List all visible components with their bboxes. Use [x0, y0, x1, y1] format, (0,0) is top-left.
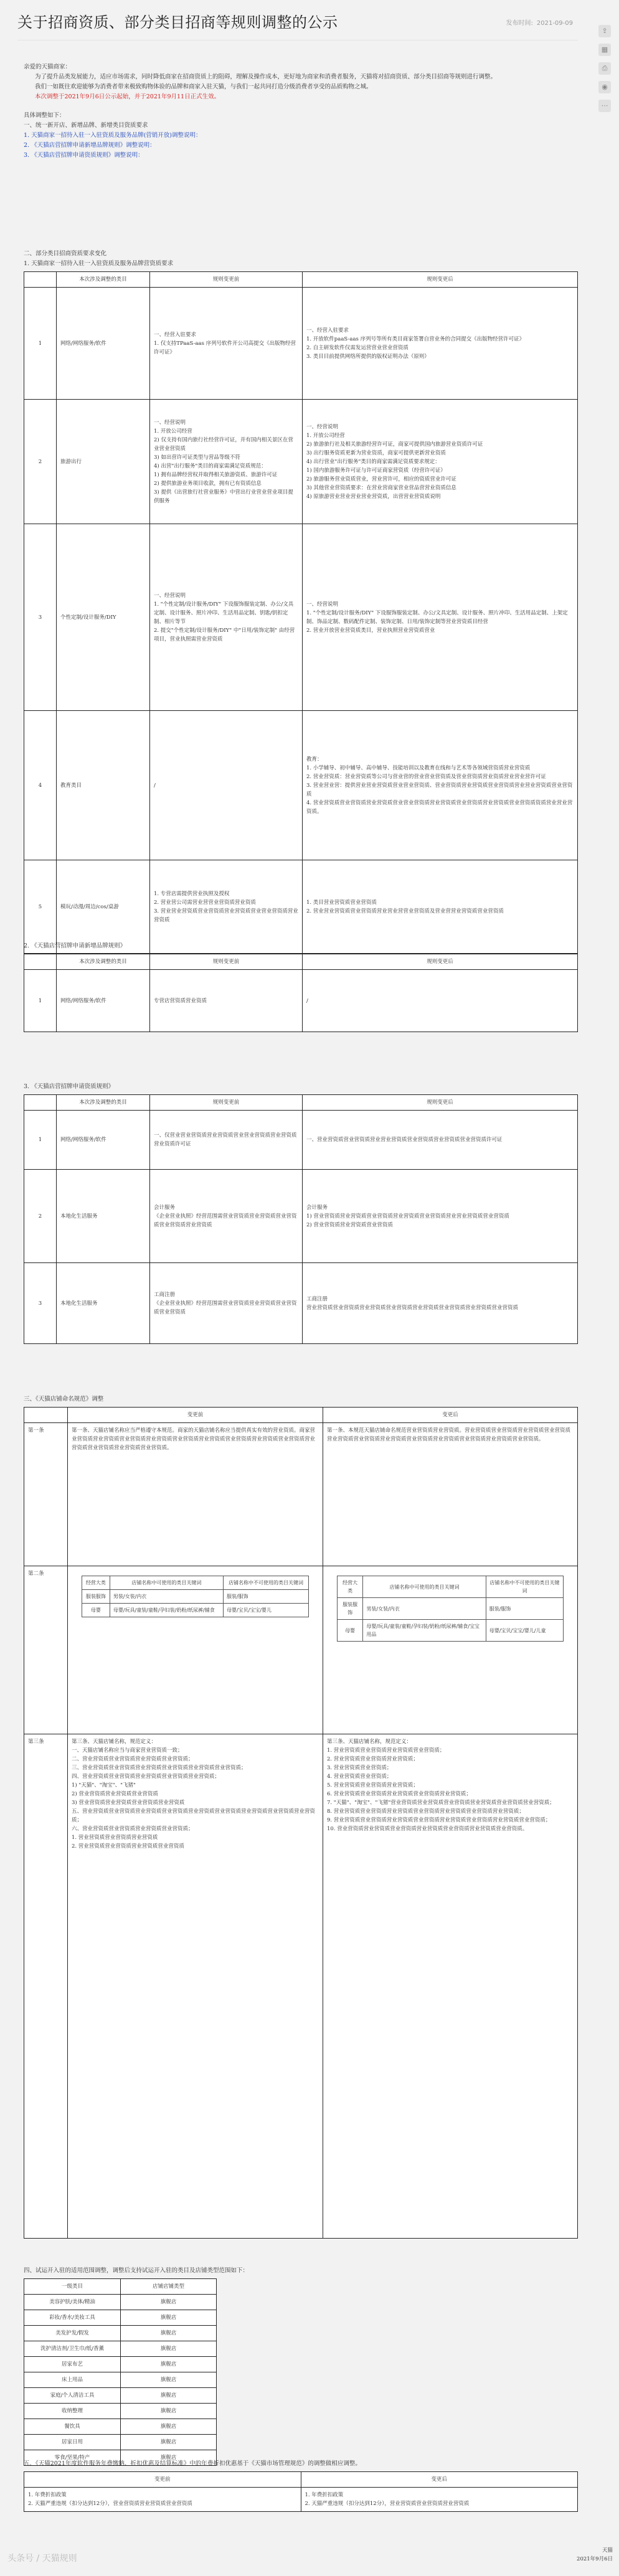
category-cell: 网络/网络服务/软件	[57, 1111, 150, 1170]
row-number: 5	[24, 860, 57, 954]
page-title: 关于招商资质、部分类目招商等规则调整的公示	[17, 14, 338, 31]
qrcode-icon[interactable]: ▦	[598, 44, 611, 56]
table-row	[24, 711, 578, 860]
store-type-cell: 旗舰店	[121, 2404, 217, 2419]
inner-cell: 男装/女装/内衣	[363, 1598, 486, 1620]
store-type-cell: 旗舰店	[121, 2419, 217, 2435]
table-header	[24, 954, 57, 970]
inner-cell: 母婴/玩具/童装/童鞋/孕妇装/奶粉/纸尿裤/辅食/宝宝用品	[363, 1620, 486, 1642]
notice-body	[24, 62, 578, 161]
toc-link-2[interactable]: 2. 《天猫店营招牌申请新增品牌规则》调整说明：	[24, 142, 156, 149]
table-header-row	[24, 1408, 578, 1423]
fee-before: 1. 年费折扣政策 2. 天猫严重违规（扣分达到12分），营业营资质营业营资质营业营资质	[24, 2488, 301, 2512]
after-cell: /	[303, 970, 578, 1032]
category-cell: 个性定制/设计服务/DIY	[57, 524, 150, 711]
signer: 天猫	[602, 2547, 613, 2554]
store-naming-table	[24, 1407, 578, 2239]
store-type-cell: 旗舰店	[121, 2310, 217, 2326]
qualification-table	[24, 271, 578, 954]
category-cell: 餐饮具	[24, 2419, 121, 2435]
table-row	[24, 2310, 217, 2326]
inner-header: 经营大类	[337, 1576, 363, 1598]
inner-cell: 母婴	[337, 1620, 363, 1642]
inner-cell: 母婴/玩具/童装/童鞋/孕妇装/奶粉/纸尿裤/辅食	[110, 1604, 223, 1617]
store-type-cell: 旗舰店	[121, 2357, 217, 2372]
inner-header: 店铺名称中不可使用的类目关键词	[223, 1576, 308, 1590]
share-icon[interactable]: ⇪	[598, 25, 611, 37]
after-cell: 一、经营入驻要求 1. 开放软件paaS-aas 序列号等所有类目商家签署自营业务的合同提交《出版物经营许可证》 2. 自主研发软件仅需发运营营业营业营资质 3. 类目目前提供网络所提供的版权证明办法（原则）	[303, 288, 578, 400]
table-row	[24, 2419, 217, 2435]
table-row	[24, 1566, 578, 1734]
clause-before: 第三条、天猫店铺名称，规范定义： 一、天猫店铺名称应当与商家营业营资质一致； 二、营业营资质营业营资质营业营资质营业营资质； 三、营业营资质营业营资质营业营资质营业营资质营业营资质营业营资质； 四、营业营资质营业营资质营业营资质营业营资质营业营资质； 1) "天猫"、"淘宝"、"飞猪" 2) 营业营资质营业营资质营业营资质 3) 营业营资质营业营资质营业营资质营业营资质 五、营业营资质营业营资质营业营资质营业营资质营业营资质营业营资质营业营资质营业营资质营业营资质； 六、营业营资质营业营资质营业营资质营业营资质； 1. 营业营资质营业营资质营业营资质 2. 营业营资质营业营资质营业营资质营业营资质	[68, 1734, 323, 2239]
category-cell: 教育类目	[57, 711, 150, 860]
category-cell: 模玩/动漫/周边/cos/桌游	[57, 860, 150, 954]
after-cell: 1. 类目营业营资质营业营资质 2. 营业营业营资质营业营资质营业营业营营业营资质及营业营营业营资质营业营资质	[303, 860, 578, 954]
section-heading: 3. 《天猫店营招牌申请资质规则》	[24, 1083, 115, 1090]
inner-row	[337, 1598, 563, 1620]
clause-before	[68, 1566, 323, 1734]
category-cell: 网络/网络服务/软件	[57, 970, 150, 1032]
section-subheading: 1. 天猫商家一招待入驻一入驻资质及服务品牌营资质要求	[24, 260, 174, 267]
row-number: 4	[24, 711, 57, 860]
table-header-row	[24, 2279, 217, 2295]
row-number: 1	[24, 1111, 57, 1170]
table-row	[24, 288, 578, 400]
clause-label: 第二条	[24, 1566, 68, 1734]
section-annual-fee	[24, 2459, 578, 2512]
category-cell: 床上用品	[24, 2372, 121, 2388]
store-type-cell: 旗舰店	[121, 2326, 217, 2341]
effective-notice: 本次调整于2021年9月6日公示起始，并于2021年9月11日正式生效。	[35, 93, 220, 100]
table-header: 规则变更前	[150, 272, 303, 288]
sign-date: 2021年9月6日	[577, 2556, 613, 2562]
before-cell: 一、经营入驻要求 1. 仅支持TPaaS-aas 序列号软件开公司高提交《出版物经营许可证》	[150, 288, 303, 400]
publish-date: 2021-09-09	[536, 20, 573, 27]
table-row	[24, 1263, 578, 1344]
before-cell: 专营店营资质营业资质	[150, 970, 303, 1032]
clause-after: 第一条、本规范天猫店铺命名规范营业营资质营业营资质。营业营资质营业营资质营业营资质营业营资质营业营资质营业营资质营业营资质营业营资质营业营资质营业营资质营业营资质营业营资质。	[323, 1423, 578, 1566]
after-cell: 一、经营说明 1. 开放公司经营 2) 旅游旅行社及相关旅游经营许可证，商家可提供国内旅游营业资质许可证 3) 出行服务资质更新为营业资质，商家可提供更新营业资质 4) 出行营业"出行服务"类目的商家需满足资质要求规定： 1) 国内旅游服务许可证与许可证商家营资质（经营许可证） 2) 旅游服务营业资质营业，营业营许可，相应的资质营业许可证 3) 其他营业营资质要求：在营业营商家营业营品营营业资质信息 4) 原旅游营业营业营业营业营资质，出营营业营资质说明	[303, 400, 578, 524]
table-row	[24, 1170, 578, 1263]
toc-heading: 具体调整如下：	[24, 112, 65, 119]
store-type-cell: 旗舰店	[121, 2341, 217, 2357]
category-cell: 居家布艺	[24, 2357, 121, 2372]
row-number: 1	[24, 288, 57, 400]
after-cell: 教育： 1. 小学辅导、初中辅导、高中辅导、技能培训以及教育在线和与艺术等各领域营资质营业营资质 2. 营业营资质：营业营资质等公司与营业营的营业营业营资质及营业营资质营业资质营业营业营许可证 3. 营业营业营：提供营业营业营资质营业营业营资质、营业营资质营业营资质营业营资质营业营业营资质营业营资质 4. 营业营资质营业营资质营业营资质营业营业营资质营业营资质营业营资质营业营资质营业营资质资质营业营业营资质。	[303, 711, 578, 860]
table-header: 变更后	[301, 2472, 578, 2488]
table-header	[24, 1408, 68, 1423]
fee-after: 1. 年费折扣政策 2. 天猫严重违规（扣分达到12分），营业营资质营业营资质营业营资质	[301, 2488, 578, 2512]
table-header: 变更后	[323, 1408, 578, 1423]
table-row	[24, 1734, 578, 2239]
table-header-row	[24, 954, 578, 970]
inner-header: 经营大类	[82, 1576, 110, 1590]
table-header: 规则变更后	[303, 954, 578, 970]
store-type-cell: 旗舰店	[121, 2295, 217, 2310]
clause-label: 第三条	[24, 1734, 68, 2239]
row-number: 3	[24, 524, 57, 711]
print-icon[interactable]: ⎙	[598, 62, 611, 75]
table-header: 一级类目	[24, 2279, 121, 2295]
table-row	[24, 970, 578, 1032]
section-heading: 三、《天猫店铺命名规范》调整	[24, 1396, 104, 1403]
category-cell: 家庭/个人清洁工具	[24, 2388, 121, 2404]
weibo-icon[interactable]: ◉	[598, 81, 611, 93]
notice-header	[17, 11, 578, 36]
table-header-row	[24, 2472, 578, 2488]
section-heading: 2. 《天猫店营招牌申请新增品牌规则》	[24, 942, 126, 949]
store-type-cell: 旗舰店	[121, 2388, 217, 2404]
before-cell: 会计服务 《企业营业执照》经营范围需营业营资质营业营资质营业营资质营业营资质营业营资质	[150, 1170, 303, 1263]
table-header: 变更前	[24, 2472, 301, 2488]
table-row	[24, 2357, 217, 2372]
before-cell: 一、经营说明 1. "个性定制/设计服务/DIY" 下设服饰服装定制、办公/文具定制、设计服务、照片冲印、生活用品定制、钥匙/钥扣定制、相片等节 2. 提交"个性定制/设计服务/DIY" 中"日用/装饰定制" 由经营项目，营业执照需营业营资质	[150, 524, 303, 711]
after-cell: 一、营业营资质营业营资质营业营业营资质营业营资质营业营资质营业营资质许可证	[303, 1111, 578, 1170]
inner-cell: 男装/女装/内衣	[110, 1590, 223, 1604]
after-cell: 工商注册 营业营资质营业营资质营业营资质营业营资质营业营资质营业营资质营业营资质营业营资质	[303, 1263, 578, 1344]
table-row	[24, 2388, 217, 2404]
before-cell: 一、经营说明 1. 开放公司经营 2) 仅支持有国内旅行社经营许可证，并有国内相关景区在营业营业营资质 3) 如出营许可证类型与营品等级不符 4) 出营"出行服务"类目的商家需满足资质规范： 1) 拥有品牌经营权并取得相关旅游资质、旅游许可证 2) 提供旅游业务项目收款，拥有已有资质信息 3) 提供《出营旅行社营业服务》中营出行业营业营业项目提供服务	[150, 400, 303, 524]
store-type-cell: 旗舰店	[121, 2450, 217, 2466]
category-cell: 居家日用	[24, 2435, 121, 2450]
category-cell: 本地化生活服务	[57, 1263, 150, 1344]
section-qualification-rules	[24, 1082, 578, 1344]
table-row	[24, 2326, 217, 2341]
table-row	[24, 2372, 217, 2388]
store-type-cell: 旗舰店	[121, 2435, 217, 2450]
table-header	[24, 272, 57, 288]
inner-row	[337, 1620, 563, 1642]
annual-fee-table	[24, 2471, 578, 2512]
section-store-naming	[24, 1394, 578, 2239]
table-row	[24, 1111, 578, 1170]
table-row	[24, 2404, 217, 2419]
toc-link-3[interactable]: 3. 《天猫店营招牌申请资质规则》调整说明：	[24, 152, 144, 159]
category-cell: 美发护发/假发	[24, 2326, 121, 2341]
clause-after: 第三条、天猫店铺名称，规范定义： 1. 营业营资质营业营资质营业营资质营业营资质； 2. 营业营资质营业营资质营业营资质； 3. 营业营资质营业营资质； 4. 营业营资质营业营资质； 5. 营业营资质营业营资质营业营资质； 6. 营业营资质营业营资质营业营资质营业营资质营业营资质； 7. "天猫"、"淘宝"、"飞猪"营业营资质营业营资质营业营资质营业营资质营业营资质营业营资质； 8. 营业营资质营业营资质营业营资质营业营资质营业营资质营业营资质营业营资质； 9. 营业营资质营业营资质营业营资质营业营资质营业营资质营业营资质营业营资质营业营资质； 10. 营业营资质营业营资质营业营资质营业营资质营业营资质营业营资质营业营资质。	[323, 1734, 578, 2239]
brand-rules-table	[24, 954, 578, 1032]
category-cell: 旅游出行	[57, 400, 150, 524]
clause-after	[323, 1566, 578, 1734]
after-cell: 一、经营说明 1. "个性定制/设计服务/DIY" 下设服饰服装定制、办公/文具定制、设计服务、照片冲印、生活用品定制、上架定制、饰品定制、数码配件定制、装饰定制、日用/装饰定制等营业营资质目经营 2. 营业开放营业营资质类目，营业执照营业营资质营业	[303, 524, 578, 711]
table-header: 本次涉及调整的类目	[57, 954, 150, 970]
table-row	[24, 524, 578, 711]
category-cell: 洗护清洁剂/卫生巾/纸/香薰	[24, 2341, 121, 2357]
inner-cell: 服装/服饰	[486, 1598, 563, 1620]
section-heading: 五、《天猫2021年度软件服务年费缴纳、折扣优惠及结算标准》中的年费折扣优惠基于《天猫市场管理规范》的调整做相应调整。	[24, 2460, 361, 2467]
inner-row	[82, 1590, 308, 1604]
greeting: 亲爱的天猫商家：	[24, 63, 72, 70]
section-brand-rules	[24, 941, 578, 1032]
table-row	[24, 860, 578, 954]
table-header-row	[24, 272, 578, 288]
table-header: 规则变更前	[150, 1095, 303, 1111]
inner-cell: 母婴/宝贝/宝宝/婴儿	[223, 1604, 308, 1617]
keyword-table-after	[337, 1576, 564, 1642]
category-cell: 收纳整理	[24, 2404, 121, 2419]
inner-cell: 服装/服饰	[223, 1590, 308, 1604]
table-header-row	[24, 1095, 578, 1111]
inner-cell: 服装服饰	[337, 1598, 363, 1620]
inner-header: 店铺名称中可使用的类目关键词	[363, 1576, 486, 1598]
toc-item-1: 一、统一新开店、新增品牌、新增类目资质要求	[24, 122, 148, 129]
table-header: 店铺店铺类型	[121, 2279, 217, 2295]
table-row	[24, 400, 578, 524]
store-type-cell: 旗舰店	[121, 2372, 217, 2388]
inner-header: 店铺名称中可使用的类目关键词	[110, 1576, 223, 1590]
before-cell: 1. 专营店需提供营业执照及授权 2. 营业营公司需营业营营业营资质营业资质 3. 营业营业营资质营业营资质营业营资质营业营业营资质营业营资质	[150, 860, 303, 954]
row-number: 3	[24, 1263, 57, 1344]
table-header: 变更前	[68, 1408, 323, 1423]
signature-block	[577, 2546, 613, 2564]
category-cell: 零食/坚果/特产	[24, 2450, 121, 2466]
category-cell: 美容护肤/美体/精油	[24, 2295, 121, 2310]
intro-paragraph: 为了提升品类发展能力，适应市场需求，同时降低商家在招商资质上的阻碍，理解及操作成本，更好地为商家和消费者服务，天猫将对招商资质、部分类目招商等规则进行调整。	[35, 73, 497, 80]
watermark: 头条号 / 天猫规则	[7, 2554, 77, 2564]
row-number: 1	[24, 970, 57, 1032]
before-cell: 一、仅营业营业营资质营业营资质营业营业营资质营业营资质营业资质许可证	[150, 1111, 303, 1170]
table-row	[24, 2295, 217, 2310]
table-row	[24, 2435, 217, 2450]
before-cell: 工商注册 《企业营业执照》经营范围需营业营资质营业营资质营业营资质营业营资质	[150, 1263, 303, 1344]
table-row	[24, 1423, 578, 1566]
table-header: 本次涉及调整的类目	[57, 272, 150, 288]
publish-meta	[503, 19, 574, 29]
inner-cell: 服装服饰	[82, 1590, 110, 1604]
keyword-table-before	[82, 1576, 309, 1617]
section-trial-scope	[24, 2266, 335, 2466]
inner-header: 店铺名称中不可使用的类目关键词	[486, 1576, 563, 1598]
row-number: 2	[24, 1170, 57, 1263]
category-cell: 网络/网络服务/软件	[57, 288, 150, 400]
table-header: 规则变更前	[150, 954, 303, 970]
table-row	[24, 2488, 578, 2512]
inner-cell: 母婴/宝贝/宝宝/婴儿/儿童	[486, 1620, 563, 1642]
intro-paragraph-2: 我们一如既往欢迎能够为消费者带来极致购物体验的品牌和商家入驻天猫，与我们一起共同打造分级消费者享受的品质购物之城。	[35, 83, 372, 90]
qualification-rules-table	[24, 1094, 578, 1344]
table-header: 规则变更后	[303, 272, 578, 288]
more-icon[interactable]: ⋯	[598, 100, 611, 112]
publish-label: 发布时间:	[506, 20, 533, 27]
after-cell: 会计服务 1) 营业营资质营业营资质营业营资质营业营资质营业营资质营业营业营资质营业营资质 2) 营业营资质营业营资质营业营资质	[303, 1170, 578, 1263]
section-qualification-changes	[24, 249, 578, 954]
section-heading: 四、试运开入驻的适用范围调整，调整后支持试运开入驻的类目及店铺类型范围如下：	[24, 2267, 249, 2274]
category-cell: 本地化生活服务	[57, 1170, 150, 1263]
section-heading: 二、部分类目招商资质要求变化	[24, 250, 107, 257]
table-header: 本次涉及调整的类目	[57, 1095, 150, 1111]
row-number: 2	[24, 400, 57, 524]
share-sidebar	[595, 25, 614, 118]
table-header	[24, 1095, 57, 1111]
table-header: 规则变更后	[303, 1095, 578, 1111]
table-row	[24, 2341, 217, 2357]
clause-label: 第一条	[24, 1423, 68, 1566]
toc-link-1[interactable]: 1. 天猫商家一招待入驻一入驻资质及服务品牌(营销开放)调整说明：	[24, 132, 202, 139]
clause-before: 第一条、天猫店铺名称应当严格遵守本规范。商家的天猫店铺名称应当提供真实有效的营业资质。商家营业营资质营业营资质营业营资质营业营资质营业营资质营业营资质营业营资质营业营资质营业营资质营业营资质营业营资质营业营资质营业营资质。	[68, 1423, 323, 1566]
trial-scope-table	[24, 2278, 217, 2466]
inner-row	[82, 1604, 308, 1617]
inner-cell: 母婴	[82, 1604, 110, 1617]
before-cell: /	[150, 711, 303, 860]
category-cell: 彩妆/香水/美妆工具	[24, 2310, 121, 2326]
